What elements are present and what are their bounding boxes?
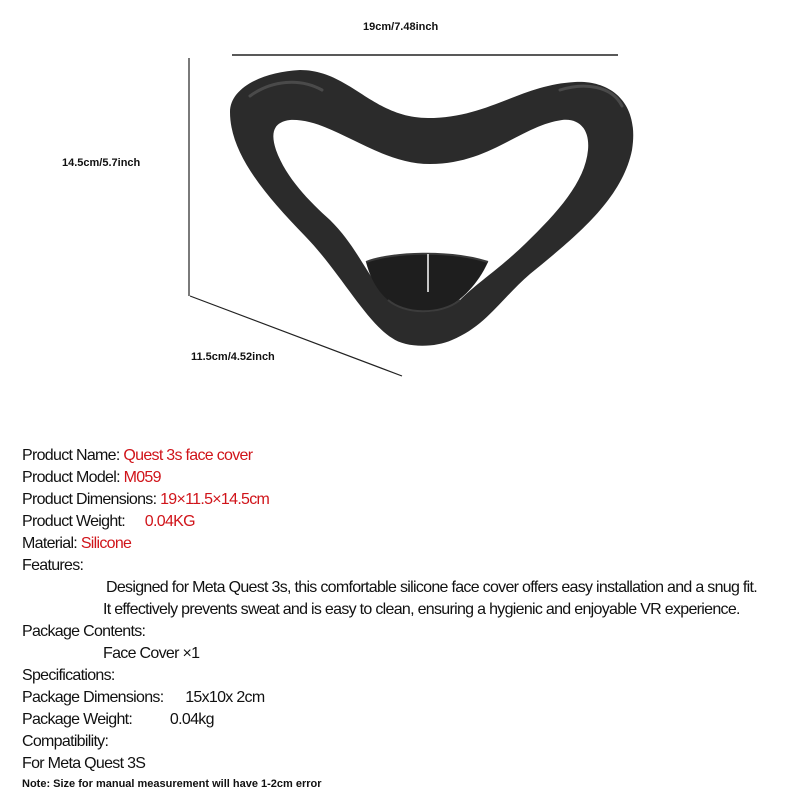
spec-value: Quest 3s face cover <box>123 447 253 464</box>
spec-value: 0.04KG <box>144 513 195 530</box>
spec-value: 15x10x 2cm <box>185 689 265 706</box>
spec-product-weight <box>22 511 800 533</box>
spec-package-weight <box>22 709 800 731</box>
spec-label: Package Weight: <box>22 711 133 728</box>
height-dimension-label: 14.5cm/5.7inch <box>62 157 141 169</box>
spec-features-line-2: It effectively prevents sweat and is easy to clean, ensuring a hygienic and enjoyable VR experience. <box>103 601 740 618</box>
spec-label: Package Dimensions: <box>22 689 164 706</box>
spec-value: Silicone <box>80 535 132 552</box>
spec-package-contents-label: Package Contents: <box>22 623 146 640</box>
spec-package-dimensions <box>22 687 800 709</box>
spec-product-model <box>22 467 800 489</box>
spec-label: Product Name: <box>22 447 120 464</box>
spec-label: Product Dimensions: <box>22 491 157 508</box>
spec-label: Material: <box>22 535 78 552</box>
spec-label: Product Weight: <box>22 513 126 530</box>
spec-value: 0.04kg <box>169 711 214 728</box>
spec-value: M059 <box>123 469 161 486</box>
spec-product-dimensions <box>22 489 800 511</box>
spec-compatibility-label: Compatibility: <box>22 733 109 750</box>
spec-value: 19×11.5×14.5cm <box>160 491 270 508</box>
depth-dimension-label: 11.5cm/4.52inch <box>191 351 275 363</box>
measurement-note: Note: Size for manual measurement will have 1-2cm error <box>22 778 322 790</box>
face-cover-image <box>230 70 633 346</box>
spec-material <box>22 533 800 555</box>
spec-features-line-1: Designed for Meta Quest 3s, this comfortable silicone face cover offers easy installation and a snug fit. <box>106 579 758 596</box>
spec-specifications-label: Specifications: <box>22 667 115 684</box>
spec-features-label: Features: <box>22 557 84 574</box>
spec-package-contents-value: Face Cover ×1 <box>103 645 200 662</box>
spec-compatibility-value: For Meta Quest 3S <box>22 755 146 772</box>
spec-product-name <box>22 445 800 467</box>
spec-label: Product Model: <box>22 469 120 486</box>
width-dimension-label: 19cm/7.48inch <box>363 21 439 33</box>
